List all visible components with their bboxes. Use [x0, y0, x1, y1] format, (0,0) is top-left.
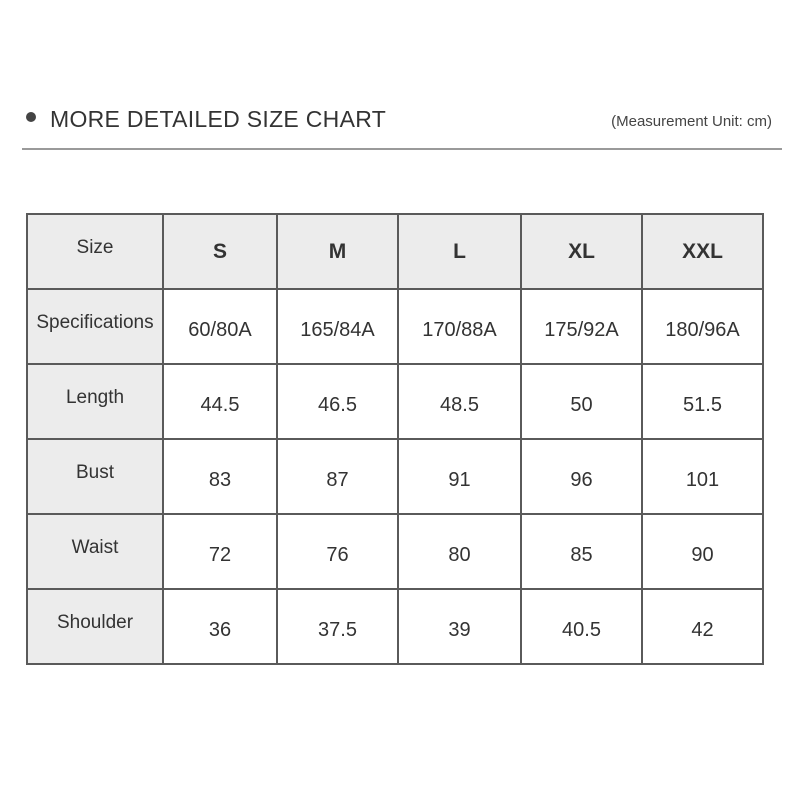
page-title: MORE DETAILED SIZE CHART	[50, 106, 387, 132]
row-label-cell	[27, 514, 163, 589]
size-chart-table	[26, 213, 764, 665]
cell-value: 83	[208, 469, 232, 491]
row-label: Waist	[71, 536, 119, 558]
size-chart-header	[22, 100, 782, 150]
row-label-cell	[27, 364, 163, 439]
cell-value: 72	[208, 544, 232, 566]
table-cell	[398, 364, 521, 439]
cell-value: 46.5	[318, 394, 357, 416]
cell-value: 90	[691, 544, 714, 566]
cell-value: 39	[448, 619, 471, 641]
cell-value: 80	[448, 544, 471, 566]
cell-value: 87	[326, 469, 349, 491]
row-label: Specifications	[36, 311, 154, 333]
size-header-cell: M	[277, 214, 398, 289]
measurement-unit-note: (Measurement Unit: cm)	[611, 113, 772, 130]
size-header-cell: L	[398, 214, 521, 289]
row-label-cell	[27, 439, 163, 514]
cell-value: 85	[570, 544, 593, 566]
table-cell	[521, 589, 642, 664]
table-cell	[642, 289, 763, 364]
cell-value: 165/84A	[300, 319, 375, 341]
cell-value: 44.5	[200, 394, 240, 416]
table-cell	[277, 589, 398, 664]
table-header-row	[27, 214, 763, 289]
table-row	[27, 439, 763, 514]
table-cell	[163, 289, 277, 364]
size-header-cell: XL	[521, 214, 642, 289]
header-label: Size	[76, 236, 114, 258]
cell-value: 40.5	[562, 619, 601, 641]
table-cell	[398, 439, 521, 514]
table-cell	[642, 514, 763, 589]
table-cell	[163, 514, 277, 589]
table-cell	[521, 439, 642, 514]
cell-value: 36	[208, 619, 232, 641]
table-cell	[642, 364, 763, 439]
table-cell	[642, 439, 763, 514]
table-cell	[163, 589, 277, 664]
row-label-cell	[27, 289, 163, 364]
table-cell	[398, 589, 521, 664]
cell-value: 175/92A	[544, 319, 619, 341]
table-cell	[398, 514, 521, 589]
table-cell	[521, 364, 642, 439]
cell-value: 180/96A	[665, 319, 740, 341]
row-label: Length	[65, 386, 125, 408]
cell-value: 48.5	[440, 394, 479, 416]
table-cell	[277, 439, 398, 514]
table-cell	[277, 364, 398, 439]
bullet-dot-icon	[26, 112, 36, 122]
cell-value: 42	[691, 619, 714, 641]
header-label-cell	[27, 214, 163, 289]
table-cell	[163, 364, 277, 439]
table-row	[27, 364, 763, 439]
table-row	[27, 289, 763, 364]
table-cell	[277, 289, 398, 364]
cell-value: 91	[448, 469, 471, 491]
cell-value: 60/80A	[188, 319, 252, 341]
cell-value: 170/88A	[422, 319, 497, 341]
size-header-cell: XXL	[642, 214, 763, 289]
row-label: Bust	[75, 461, 115, 483]
cell-value: 51.5	[683, 394, 722, 416]
cell-value: 101	[685, 469, 720, 491]
table-cell	[642, 589, 763, 664]
cell-value: 76	[326, 544, 349, 566]
size-header-cell: S	[163, 214, 277, 289]
cell-value: 37.5	[318, 619, 357, 641]
table-cell	[398, 289, 521, 364]
row-label-cell	[27, 589, 163, 664]
row-label: Shoulder	[56, 611, 134, 633]
table-row	[27, 514, 763, 589]
table-cell	[521, 289, 642, 364]
table-row	[27, 589, 763, 664]
table-cell	[163, 439, 277, 514]
cell-value: 96	[570, 469, 593, 491]
table-cell	[521, 514, 642, 589]
cell-value: 50	[570, 394, 593, 416]
table-cell	[277, 514, 398, 589]
